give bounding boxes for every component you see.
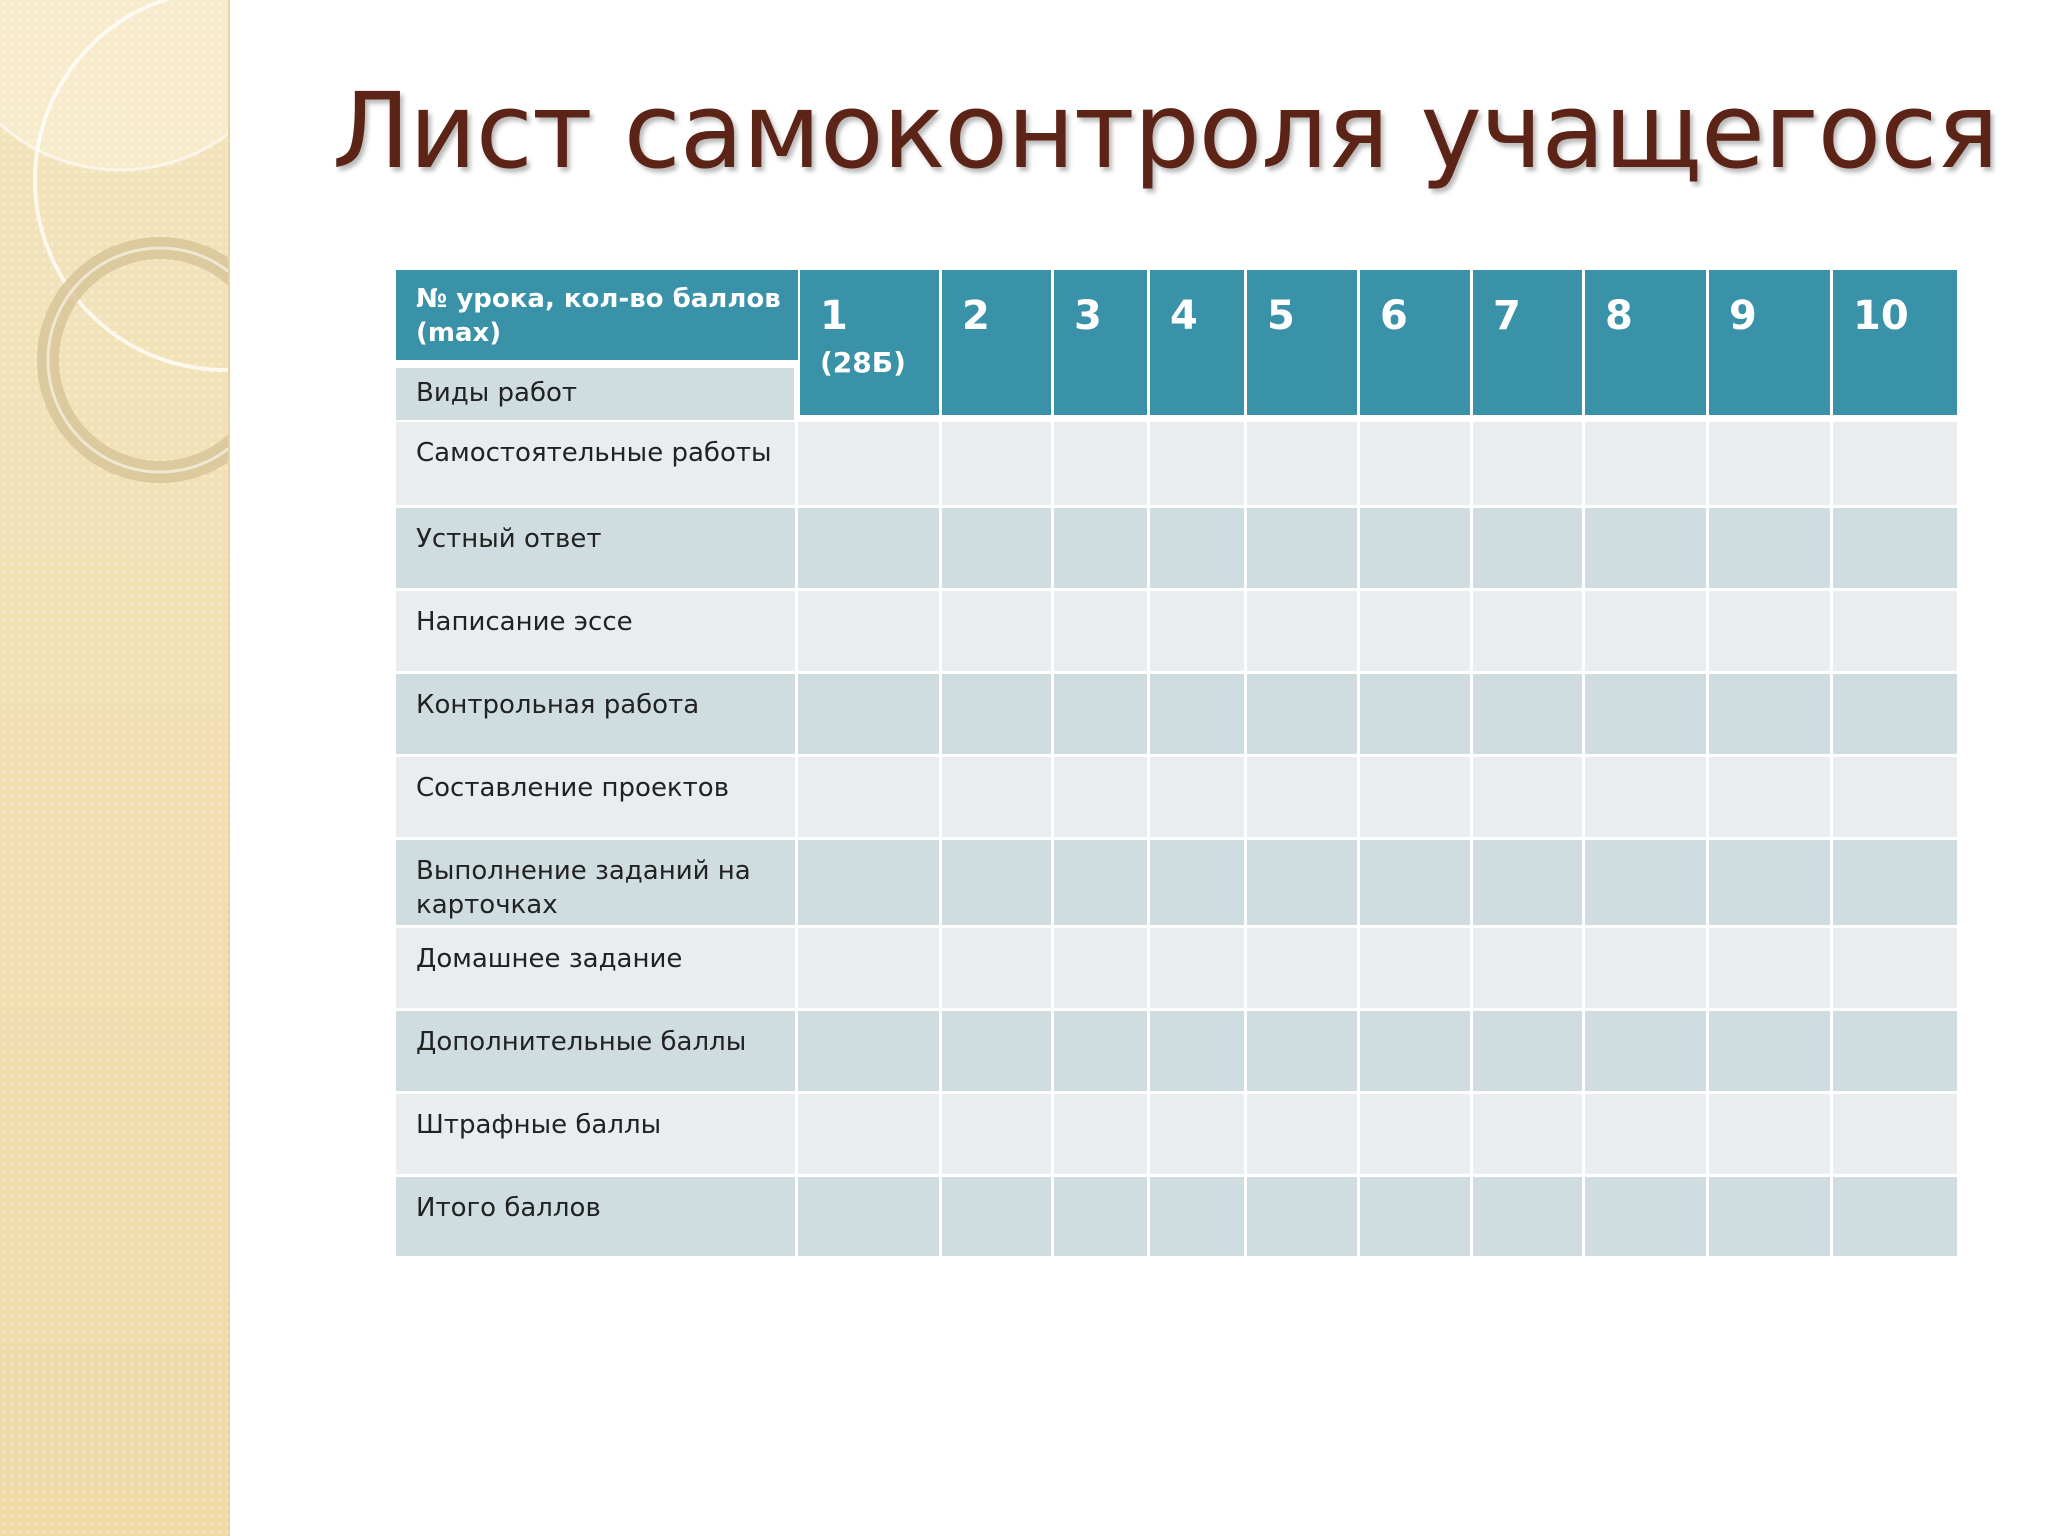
score-cell[interactable] [798, 591, 939, 671]
score-cell[interactable] [1709, 1011, 1830, 1091]
self-control-table [396, 270, 1960, 1256]
row-label: Домашнее задание [396, 928, 795, 1008]
lesson-number: 2 [962, 293, 990, 339]
score-cell[interactable] [1360, 508, 1470, 588]
score-cell[interactable] [798, 757, 939, 837]
score-cell[interactable] [1709, 928, 1830, 1008]
score-cell[interactable] [1833, 1094, 1957, 1174]
header-lesson-label: № урока, кол-во баллов (max) [396, 270, 798, 360]
score-cell[interactable] [1473, 1011, 1582, 1091]
score-cell[interactable] [1054, 674, 1147, 754]
score-cell[interactable] [1833, 928, 1957, 1008]
row-label: Написание эссе [396, 591, 795, 671]
score-cell[interactable] [1709, 674, 1830, 754]
page-title: Лист самоконтроля учащегося [331, 70, 1999, 192]
score-cell[interactable] [1585, 422, 1706, 505]
score-cell[interactable] [1709, 422, 1830, 505]
score-cell[interactable] [1247, 1177, 1357, 1256]
row-label: Самостоятельные работы [396, 422, 795, 505]
score-cell[interactable] [1247, 757, 1357, 837]
score-cell[interactable] [1833, 674, 1957, 754]
lesson-max-points: (28Б) [820, 346, 906, 379]
score-cell[interactable] [1054, 757, 1147, 837]
score-cell[interactable] [1150, 674, 1244, 754]
header-lesson-8 [1585, 270, 1706, 415]
score-cell[interactable] [1585, 1177, 1706, 1256]
header-lesson-5 [1247, 270, 1357, 415]
score-cell[interactable] [1585, 1011, 1706, 1091]
lesson-number: 3 [1074, 293, 1102, 339]
score-cell[interactable] [1150, 1011, 1244, 1091]
score-cell[interactable] [1150, 928, 1244, 1008]
row-label: Штрафные баллы [396, 1094, 795, 1174]
score-cell[interactable] [1833, 1177, 1957, 1256]
lesson-number: 1 [820, 293, 848, 339]
score-cell[interactable] [942, 757, 1051, 837]
decorative-sidebar [0, 0, 230, 1536]
score-cell[interactable] [1150, 1094, 1244, 1174]
score-cell[interactable] [1833, 757, 1957, 837]
score-cell[interactable] [1585, 591, 1706, 671]
header-lesson-2 [942, 270, 1051, 415]
header-lesson-3 [1054, 270, 1147, 415]
row-label: Устный ответ [396, 508, 795, 588]
score-cell[interactable] [1054, 508, 1147, 588]
header-lesson-1 [800, 270, 939, 415]
score-cell[interactable] [1585, 674, 1706, 754]
score-cell[interactable] [1054, 591, 1147, 671]
score-cell[interactable] [1150, 422, 1244, 505]
score-cell[interactable] [1360, 757, 1470, 837]
score-cell[interactable] [1360, 422, 1470, 505]
score-cell[interactable] [798, 1094, 939, 1174]
score-cell[interactable] [1709, 840, 1830, 925]
score-cell[interactable] [1150, 1177, 1244, 1256]
lesson-number: 9 [1729, 293, 1757, 339]
score-cell[interactable] [942, 1177, 1051, 1256]
score-cell[interactable] [1247, 840, 1357, 925]
row-label: Итого баллов [396, 1177, 795, 1256]
score-cell[interactable] [942, 1094, 1051, 1174]
score-cell[interactable] [1473, 757, 1582, 837]
score-cell[interactable] [1473, 591, 1582, 671]
score-cell[interactable] [1709, 1177, 1830, 1256]
score-cell[interactable] [798, 674, 939, 754]
lesson-number: 10 [1853, 293, 1909, 339]
header-lesson-10 [1833, 270, 1957, 415]
score-cell[interactable] [1833, 591, 1957, 671]
score-cell[interactable] [1585, 508, 1706, 588]
score-cell[interactable] [1473, 1177, 1582, 1256]
score-cell[interactable] [1247, 928, 1357, 1008]
score-cell[interactable] [1585, 928, 1706, 1008]
score-cell[interactable] [1150, 508, 1244, 588]
score-cell[interactable] [798, 1177, 939, 1256]
score-cell[interactable] [1585, 757, 1706, 837]
row-label: Контрольная работа [396, 674, 795, 754]
score-cell[interactable] [1247, 1011, 1357, 1091]
score-cell[interactable] [798, 928, 939, 1008]
score-cell[interactable] [1709, 508, 1830, 588]
score-cell[interactable] [1360, 1011, 1470, 1091]
score-cell[interactable] [1473, 508, 1582, 588]
score-cell[interactable] [798, 840, 939, 925]
row-label: Выполнение заданий на карточках [396, 840, 795, 925]
header-lesson-9 [1709, 270, 1830, 415]
score-cell[interactable] [942, 591, 1051, 671]
score-cell[interactable] [1054, 928, 1147, 1008]
score-cell[interactable] [1054, 422, 1147, 505]
score-cell[interactable] [942, 928, 1051, 1008]
score-cell[interactable] [1709, 757, 1830, 837]
score-cell[interactable] [1833, 508, 1957, 588]
score-cell[interactable] [1150, 757, 1244, 837]
score-cell[interactable] [1247, 674, 1357, 754]
header-lesson-4 [1150, 270, 1244, 415]
score-cell[interactable] [1360, 1094, 1470, 1174]
score-cell[interactable] [1585, 1094, 1706, 1174]
score-cell[interactable] [1150, 591, 1244, 671]
score-cell[interactable] [1473, 928, 1582, 1008]
lesson-number: 5 [1267, 293, 1295, 339]
score-cell[interactable] [1054, 840, 1147, 925]
score-cell[interactable] [1360, 928, 1470, 1008]
score-cell[interactable] [1360, 591, 1470, 671]
score-cell[interactable] [798, 1011, 939, 1091]
score-cell[interactable] [1360, 1177, 1470, 1256]
row-label: Дополнительные баллы [396, 1011, 795, 1091]
decorative-rings [0, 0, 228, 1536]
lesson-number: 4 [1170, 293, 1198, 339]
score-cell[interactable] [1709, 1094, 1830, 1174]
score-cell[interactable] [1709, 591, 1830, 671]
score-cell[interactable] [1360, 674, 1470, 754]
score-cell[interactable] [1585, 840, 1706, 925]
header-work-types-label: Виды работ [396, 368, 794, 420]
score-cell[interactable] [1054, 1094, 1147, 1174]
score-cell[interactable] [1360, 840, 1470, 925]
score-cell[interactable] [1150, 840, 1244, 925]
score-cell[interactable] [1054, 1011, 1147, 1091]
header-lesson-6 [1360, 270, 1470, 415]
score-cell[interactable] [1247, 422, 1357, 505]
score-cell[interactable] [1247, 508, 1357, 588]
lesson-number: 6 [1380, 293, 1408, 339]
header-lesson-7 [1473, 270, 1582, 415]
score-cell[interactable] [1833, 1011, 1957, 1091]
lesson-number: 7 [1493, 293, 1521, 339]
score-cell[interactable] [942, 1011, 1051, 1091]
score-cell[interactable] [942, 508, 1051, 588]
score-cell[interactable] [942, 840, 1051, 925]
score-cell[interactable] [798, 508, 939, 588]
score-cell[interactable] [1473, 422, 1582, 505]
score-cell[interactable] [798, 422, 939, 505]
score-cell[interactable] [942, 422, 1051, 505]
lesson-number: 8 [1605, 293, 1633, 339]
score-cell[interactable] [1473, 1094, 1582, 1174]
score-cell[interactable] [1473, 840, 1582, 925]
score-cell[interactable] [1833, 840, 1957, 925]
score-cell[interactable] [1247, 591, 1357, 671]
score-cell[interactable] [1833, 422, 1957, 505]
score-cell[interactable] [1247, 1094, 1357, 1174]
score-cell[interactable] [1054, 1177, 1147, 1256]
row-label: Составление проектов [396, 757, 795, 837]
score-cell[interactable] [942, 674, 1051, 754]
score-cell[interactable] [1473, 674, 1582, 754]
